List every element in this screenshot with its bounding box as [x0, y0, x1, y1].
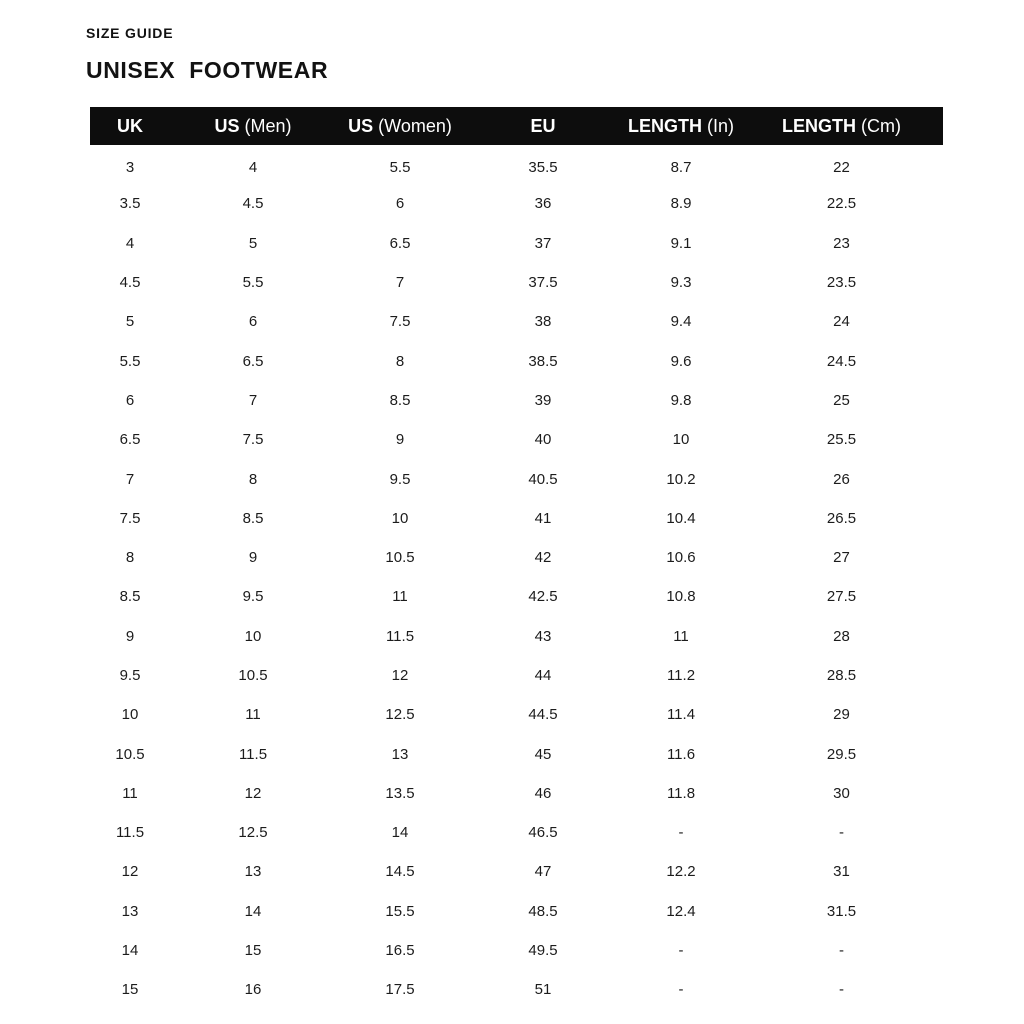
- size-cell: 13.5: [385, 784, 415, 802]
- size-cell: 10.5: [385, 549, 415, 567]
- size-cell: 49.5: [528, 942, 558, 960]
- size-cell: 14.5: [385, 863, 415, 881]
- size-cell: 3: [125, 158, 135, 176]
- size-cell: 7.5: [389, 313, 411, 331]
- size-cell: 12: [121, 863, 139, 881]
- size-cell: 16: [244, 981, 262, 999]
- size-cell: 5.5: [242, 274, 264, 292]
- size-cell: 24.5: [826, 352, 857, 370]
- size-cell: 38: [534, 313, 552, 331]
- col-header-length-in-label: LENGTH: [627, 115, 702, 136]
- size-cell: 35.5: [528, 158, 558, 176]
- size-cell: 7.5: [119, 509, 141, 527]
- size-cell: 31: [833, 863, 850, 881]
- size-cell: 4.5: [242, 195, 264, 213]
- size-cell: -: [839, 824, 844, 842]
- size-cell: -: [678, 824, 684, 842]
- size-cell: 10.2: [666, 470, 696, 488]
- size-cell: 11.6: [666, 745, 696, 763]
- col-header-length-in-sub: (In): [707, 115, 734, 136]
- size-cell: 14: [121, 942, 139, 960]
- table-row: [90, 970, 943, 1009]
- size-cell: 25.5: [826, 431, 857, 449]
- size-cell: 5.5: [119, 352, 141, 370]
- size-cell: 6: [248, 313, 258, 331]
- size-cell: 12: [244, 784, 262, 802]
- col-header-length-in: [622, 107, 740, 145]
- col-header-us-men-sub: (Men): [244, 115, 292, 136]
- size-cell: 9.4: [670, 313, 692, 331]
- size-cell: 15: [244, 942, 262, 960]
- table-row: [90, 931, 943, 970]
- size-cell: 9.5: [389, 470, 411, 488]
- size-cell: 47: [534, 863, 552, 881]
- size-cell: 10.4: [666, 509, 696, 527]
- size-cell: 15: [121, 981, 139, 999]
- col-header-length-cm: [740, 107, 943, 145]
- size-cell: 5: [125, 313, 135, 331]
- table-row: [90, 145, 943, 184]
- size-cell: 46.5: [528, 824, 558, 842]
- size-cell: 23: [833, 234, 850, 252]
- size-cell: 39: [534, 391, 552, 409]
- size-cell: 43: [534, 627, 552, 645]
- table-row: [90, 577, 943, 616]
- size-cell: 10: [672, 431, 690, 449]
- col-header-us-women-sub: (Women): [378, 115, 452, 136]
- size-cell: -: [839, 981, 844, 999]
- size-cell: 11: [245, 706, 261, 724]
- size-cell: 12.2: [666, 863, 696, 881]
- size-cell: 9.8: [670, 391, 692, 409]
- size-cell: 5: [248, 234, 258, 252]
- size-cell: 8.7: [670, 158, 692, 176]
- table-row: [90, 499, 943, 538]
- size-cell: 44.5: [528, 706, 558, 724]
- size-cell: 27.5: [826, 588, 857, 606]
- size-cell: 29: [833, 706, 850, 724]
- size-cell: 9: [125, 627, 135, 645]
- size-cell: 8: [248, 470, 258, 488]
- col-header-eu-label: EU: [530, 115, 556, 136]
- size-cell: 5.5: [389, 158, 411, 176]
- size-cell: 7.5: [242, 431, 264, 449]
- table-row: [90, 892, 943, 931]
- size-cell: 23.5: [826, 274, 857, 292]
- size-cell: 36: [534, 195, 552, 213]
- size-cell: 6.5: [389, 234, 411, 252]
- size-table: [90, 107, 943, 1010]
- col-header-us-men-label: US: [214, 115, 240, 136]
- size-cell: 10: [391, 509, 409, 527]
- col-header-uk: [90, 107, 170, 145]
- page-title: UNISEX FOOTWEAR: [86, 57, 329, 83]
- size-cell: 3.5: [119, 195, 141, 213]
- table-row: [90, 459, 943, 498]
- size-cell: 11: [673, 627, 689, 645]
- size-cell: 4.5: [119, 274, 141, 292]
- size-cell: 40.5: [528, 470, 558, 488]
- size-cell: 15.5: [385, 902, 415, 920]
- size-cell: 12: [391, 667, 409, 684]
- size-cell: 31.5: [826, 902, 857, 920]
- size-cell: 26: [833, 470, 850, 488]
- table-row: [90, 184, 943, 223]
- size-cell: 6: [395, 195, 405, 213]
- size-cell: 8.9: [670, 195, 692, 213]
- size-cell: 37.5: [528, 274, 558, 292]
- size-cell: 11.5: [115, 824, 145, 842]
- table-row: [90, 381, 943, 420]
- table-row: [90, 774, 943, 813]
- table-header-row: [90, 107, 943, 145]
- size-cell: 10.5: [115, 745, 145, 763]
- table-row: [90, 852, 943, 891]
- size-cell: 46: [534, 784, 552, 802]
- size-cell: 51: [534, 981, 552, 999]
- size-cell: 4: [125, 234, 135, 252]
- size-cell: 17.5: [385, 981, 415, 999]
- size-cell: 9.5: [119, 667, 141, 684]
- size-cell: 14: [391, 824, 409, 842]
- table-row: [90, 420, 943, 459]
- size-cell: -: [839, 942, 844, 960]
- size-cell: 11: [392, 588, 408, 606]
- col-header-us-women-label: US: [348, 115, 374, 136]
- table-row: [90, 617, 943, 656]
- size-cell: 16.5: [385, 942, 415, 960]
- size-cell: 10.5: [238, 667, 268, 684]
- size-table-body: [90, 145, 943, 1010]
- size-cell: 8: [395, 352, 405, 370]
- size-cell: 24: [833, 313, 850, 331]
- size-cell: 22: [833, 158, 850, 176]
- col-header-us-men: [170, 107, 336, 145]
- table-row: [90, 656, 943, 695]
- table-row: [90, 263, 943, 302]
- size-cell: 10: [121, 706, 139, 724]
- col-header-length-cm-sub: (Cm): [861, 115, 901, 136]
- col-header-us-women: [336, 107, 464, 145]
- size-cell: 6.5: [119, 431, 141, 449]
- table-row: [90, 224, 943, 263]
- size-cell: 9.3: [670, 274, 692, 292]
- size-cell: 11.2: [666, 667, 696, 684]
- size-cell: 10.8: [666, 588, 696, 606]
- size-cell: 6: [125, 391, 135, 409]
- size-cell: 8.5: [119, 588, 141, 606]
- size-cell: 9: [395, 431, 405, 449]
- size-guide-eyebrow: SIZE GUIDE: [86, 25, 174, 41]
- size-cell: 13: [121, 902, 139, 920]
- size-cell: 11.5: [238, 745, 268, 763]
- size-cell: 48.5: [528, 902, 558, 920]
- size-cell: 14: [244, 902, 262, 920]
- size-cell: 27: [833, 549, 850, 567]
- size-cell: 30: [833, 784, 850, 802]
- size-cell: 6.5: [242, 352, 264, 370]
- size-cell: 40: [534, 431, 552, 449]
- size-cell: 11: [122, 784, 138, 802]
- size-cell: 12.5: [238, 824, 268, 842]
- size-cell: 22.5: [826, 195, 857, 213]
- size-cell: 7: [125, 470, 135, 488]
- size-cell: 4: [248, 158, 258, 176]
- size-cell: 42.5: [528, 588, 558, 606]
- table-row: [90, 538, 943, 577]
- size-cell: 8.5: [389, 391, 411, 409]
- size-cell: 7: [395, 274, 405, 292]
- size-cell: 8.5: [242, 509, 264, 527]
- size-cell: 25: [833, 391, 850, 409]
- size-cell: 44: [534, 667, 552, 684]
- size-cell: 11.8: [666, 784, 696, 802]
- size-cell: -: [678, 942, 684, 960]
- table-row: [90, 341, 943, 380]
- size-cell: -: [678, 981, 684, 999]
- size-cell: 29.5: [826, 745, 857, 763]
- table-row: [90, 813, 943, 852]
- size-cell: 11.5: [385, 627, 415, 645]
- size-cell: 9.1: [670, 234, 692, 252]
- size-cell: 9.6: [670, 352, 692, 370]
- size-cell: 28: [833, 627, 850, 645]
- size-cell: 12.5: [385, 706, 415, 724]
- size-cell: 7: [248, 391, 258, 409]
- table-row: [90, 302, 943, 341]
- size-cell: 12.4: [666, 902, 696, 920]
- col-header-length-cm-label: LENGTH: [782, 115, 856, 136]
- col-header-eu: [464, 107, 622, 145]
- size-cell: 8: [125, 549, 135, 567]
- size-cell: 9.5: [242, 588, 264, 606]
- size-cell: 10: [244, 627, 262, 645]
- table-row: [90, 695, 943, 734]
- size-cell: 45: [534, 745, 552, 763]
- size-cell: 42: [534, 549, 552, 567]
- size-cell: 41: [534, 509, 552, 527]
- size-cell: 13: [244, 863, 262, 881]
- col-header-uk-label: UK: [117, 115, 143, 136]
- size-cell: 37: [534, 234, 552, 252]
- size-cell: 9: [248, 549, 258, 567]
- size-cell: 13: [391, 745, 409, 763]
- size-cell: 26.5: [826, 509, 857, 527]
- size-cell: 11.4: [666, 706, 696, 724]
- size-cell: 10.6: [666, 549, 696, 567]
- size-cell: 38.5: [528, 352, 558, 370]
- table-row: [90, 734, 943, 773]
- size-cell: 28.5: [826, 667, 857, 684]
